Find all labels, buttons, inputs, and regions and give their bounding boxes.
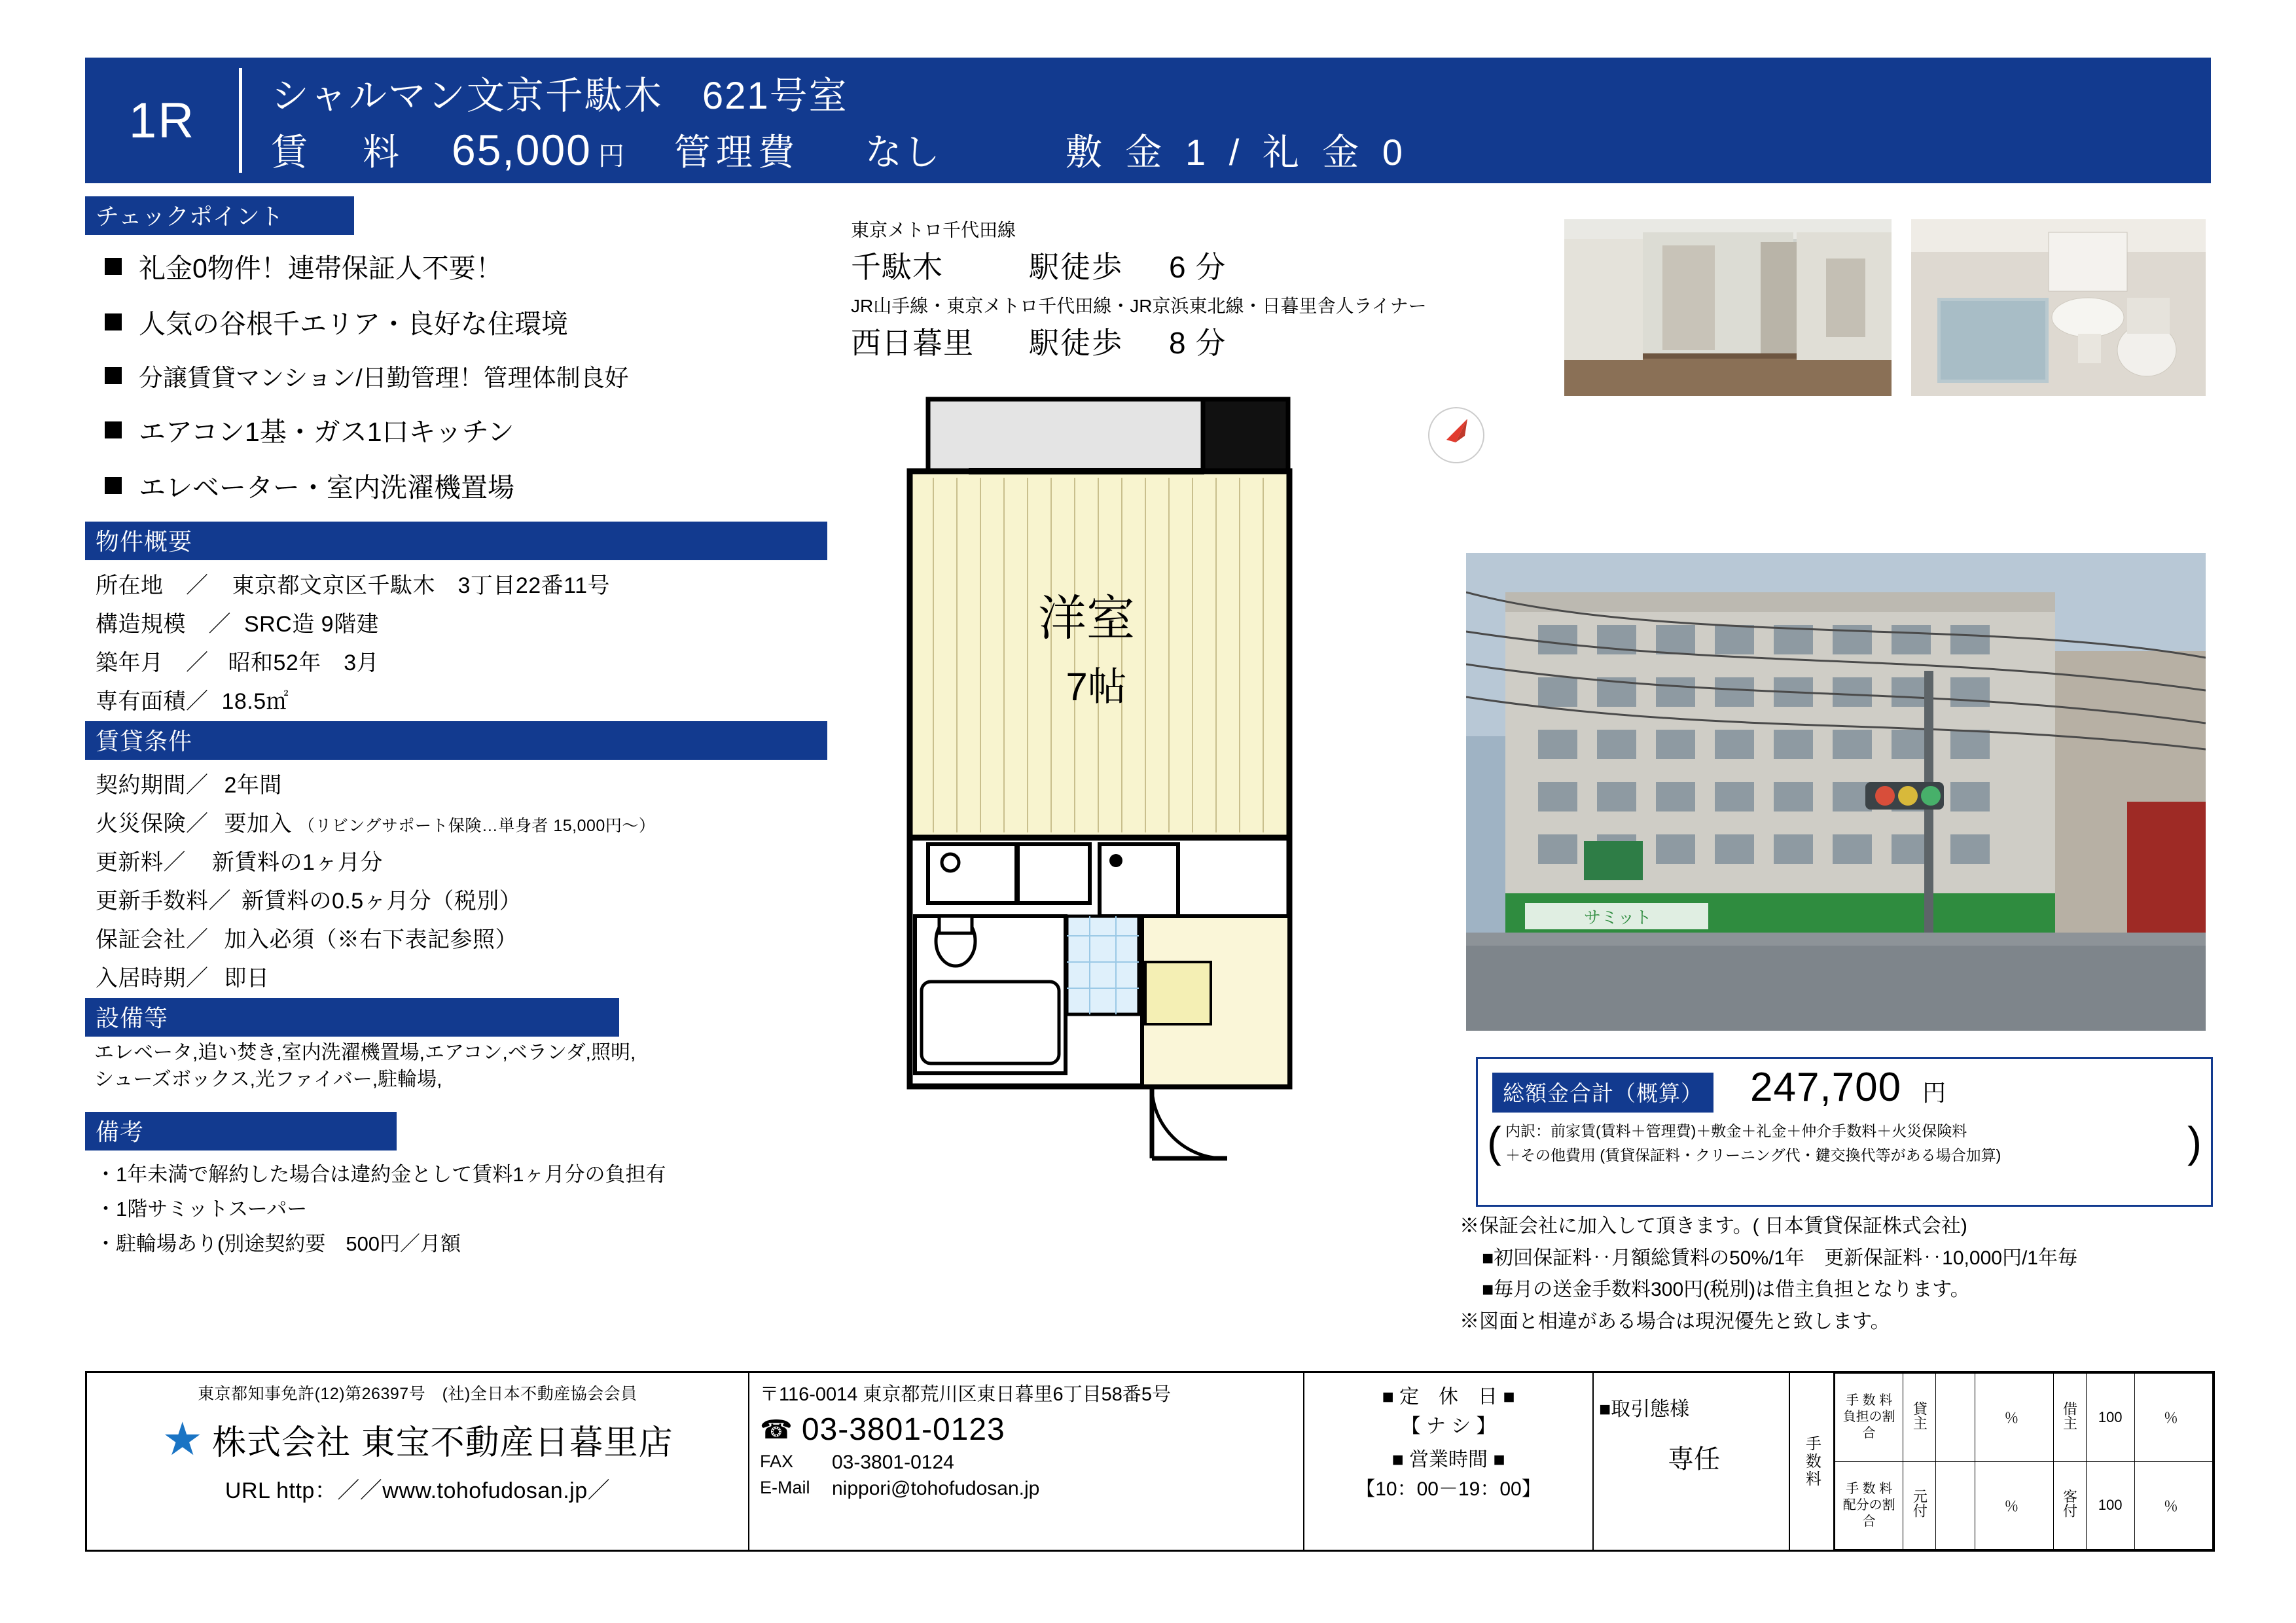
note-line: ※図面と相違がある場合は現況優先と致します。 bbox=[1460, 1310, 1890, 1332]
phone-icon: ☎ bbox=[760, 1415, 793, 1444]
price-row bbox=[271, 124, 2211, 176]
walk-minutes: 8 分 bbox=[1169, 326, 1227, 360]
total-cost-amount: 247,700 bbox=[1750, 1065, 1902, 1110]
transaction-type-value: 専任 bbox=[1668, 1445, 1720, 1474]
rent-value: 65,000 bbox=[452, 126, 592, 174]
row-label: 保証会社／ bbox=[96, 927, 209, 952]
row-note: （リビングサポート保険…単身者 15,000円〜） bbox=[298, 817, 656, 835]
fee-party-1: 貸主 bbox=[1903, 1374, 1936, 1462]
row-label: 火災保険／ bbox=[96, 812, 209, 836]
note-line: ■初回保証料‥月額総賃料の50%/1年 更新保証料‥10,000円/1年毎 bbox=[1482, 1247, 2077, 1269]
row-label: 所在地 ／ bbox=[96, 573, 209, 598]
table-row bbox=[85, 680, 818, 719]
bathroom-photo bbox=[1911, 219, 2206, 396]
header-banner bbox=[85, 58, 2211, 183]
row-label: 更新料／ bbox=[96, 850, 186, 875]
commission-block bbox=[1790, 1373, 2213, 1550]
overview-table bbox=[85, 564, 818, 719]
commission-table bbox=[1835, 1373, 2213, 1550]
list-item bbox=[85, 466, 818, 505]
breakdown-line-2: ＋その他費用 (賃貸保証料・クリーニング代・鍵交換代等がある場合加算) bbox=[1505, 1147, 2001, 1164]
close-paren: ) bbox=[2187, 1117, 2202, 1166]
breakdown-line-1: 内訳：前家賃(賃料＋管理費)＋敷金＋礼金＋仲介手数料＋火災保険料 bbox=[1505, 1122, 1967, 1139]
fee-value-1 bbox=[1936, 1374, 1975, 1462]
row-label: 築年月 ／ bbox=[96, 651, 209, 675]
holiday-label: ■ 定 休 日 ■ bbox=[1382, 1386, 1515, 1408]
hours-label: ■ 営業時間 ■ bbox=[1391, 1449, 1505, 1471]
terms-table bbox=[85, 764, 818, 995]
email-address: nippori@tohofudosan.jp bbox=[832, 1478, 1040, 1499]
table-row bbox=[85, 802, 818, 841]
equipment-list bbox=[85, 1037, 818, 1094]
equipment-heading: 設備等 bbox=[85, 998, 619, 1037]
holiday-value: 【 ナ シ 】 bbox=[1401, 1416, 1496, 1437]
fee-pct-2: ％ bbox=[2134, 1374, 2212, 1462]
checkpoint-text: 礼金0物件！連帯保証人不要！ bbox=[139, 253, 503, 283]
row-value: 新賃料の0.5ヶ月分（税別） bbox=[241, 889, 522, 914]
row-label: 専有面積／ bbox=[96, 689, 209, 714]
fee-party-2: 借主 bbox=[2053, 1374, 2086, 1462]
remark-item: ・1年未満で解約した場合は違約金として賃料1ヶ月分の負担有 bbox=[96, 1162, 666, 1186]
list-item bbox=[85, 358, 818, 393]
table-row bbox=[85, 957, 818, 995]
row-value: 昭和52年 3月 bbox=[228, 651, 380, 675]
square-bullet-icon bbox=[105, 477, 122, 494]
floor-plan-diagram bbox=[890, 393, 1414, 1342]
checkpoints-list bbox=[85, 247, 818, 505]
station-name: 西日暮里 bbox=[851, 326, 974, 360]
fee-value-1 bbox=[1936, 1461, 1975, 1550]
note-line: ■毎月の送金手数料300円(税別)は借主負担となります。 bbox=[1482, 1279, 1970, 1301]
total-cost-unit: 円 bbox=[1922, 1079, 1946, 1106]
row-value: 要加入 bbox=[224, 812, 292, 836]
checkpoint-text: 人気の谷根千エリア・良好な住環境 bbox=[139, 309, 568, 339]
checkpoints-heading: チェックポイント bbox=[85, 196, 354, 235]
rent-unit: 円 bbox=[598, 142, 626, 171]
telephone-number: 03-3801-0123 bbox=[801, 1412, 1005, 1447]
row-value: 加入必須（※右下表記参照） bbox=[224, 927, 518, 952]
management-fee-label: 管理費 bbox=[673, 132, 800, 173]
station-row-1 bbox=[851, 243, 1479, 287]
license-text: 東京都知事免許(12)第26397号 (社)全日本不動産協会会員 bbox=[198, 1385, 637, 1403]
checkpoint-text: エレベーター・室内洗濯機置場 bbox=[139, 473, 514, 503]
row-value: SRC造 9階建 bbox=[243, 612, 380, 637]
total-cost-row bbox=[1478, 1064, 2211, 1113]
fax-label: FAX bbox=[760, 1452, 794, 1471]
rent-label: 賃 料 bbox=[271, 132, 408, 173]
equipment-line: シューズボックス,光ファイバー,駐輪場, bbox=[94, 1069, 442, 1091]
total-cost-box bbox=[1476, 1057, 2213, 1207]
checkpoint-text: エアコン1基・ガス1口キッチン bbox=[139, 417, 514, 447]
table-row bbox=[85, 880, 818, 918]
row-label: 契約期間／ bbox=[96, 773, 209, 798]
square-bullet-icon bbox=[105, 421, 122, 438]
total-breakdown bbox=[1478, 1118, 2211, 1166]
row-value: 新賃料の1ヶ月分 bbox=[211, 850, 383, 875]
station-name: 千駄木 bbox=[851, 250, 943, 284]
square-bullet-icon bbox=[105, 367, 122, 384]
row-label: 更新手数料／ bbox=[96, 889, 231, 914]
terms-heading: 賃貸条件 bbox=[85, 721, 827, 760]
transaction-type-block bbox=[1594, 1373, 1790, 1550]
company-url[interactable]: URL http：／／www.tohofudosan.jp／ bbox=[224, 1478, 611, 1503]
contact-block bbox=[749, 1373, 1304, 1550]
management-fee-value: なし bbox=[865, 132, 941, 173]
list-item bbox=[85, 410, 818, 449]
walk-minutes: 6 分 bbox=[1169, 250, 1227, 284]
row-value: 18.5㎡ bbox=[221, 689, 289, 714]
fee-row-label: 手 数 料 配分の割合 bbox=[1835, 1461, 1903, 1550]
commission-side-label: 手数料 bbox=[1790, 1373, 1835, 1550]
room-label: 洋室 bbox=[1038, 591, 1135, 645]
overview-heading: 物件概要 bbox=[85, 522, 827, 560]
table-row bbox=[1835, 1461, 2213, 1550]
layout-type: 1R bbox=[128, 92, 196, 149]
list-item bbox=[85, 247, 818, 285]
table-row bbox=[85, 841, 818, 880]
table-row bbox=[1835, 1374, 2213, 1462]
train-line-1: 東京メトロ千代田線 bbox=[851, 220, 1016, 240]
remarks-list bbox=[85, 1150, 818, 1262]
equipment-line: エレベータ,追い焚き,室内洗濯機置場,エアコン,ベランダ,照明, bbox=[94, 1042, 636, 1063]
header-main bbox=[242, 58, 2211, 183]
interior-hallway-photo bbox=[1564, 219, 1892, 396]
total-cost-label: 総額金合計（概算） bbox=[1492, 1073, 1713, 1113]
email-label: E-Mail bbox=[760, 1478, 810, 1497]
hours-block bbox=[1304, 1373, 1594, 1550]
svg-text:サミット: サミット bbox=[1584, 908, 1652, 927]
deposit-key-money: 敷 金 1 / 礼 金 0 bbox=[1065, 132, 1410, 173]
station-row-2 bbox=[851, 319, 1479, 363]
footer-bar bbox=[85, 1371, 2215, 1552]
remark-item: ・駐輪場あり(別途契約要 500円／月額 bbox=[96, 1232, 461, 1256]
walk-label: 駅徒歩 bbox=[1029, 250, 1123, 284]
building-exterior-photo bbox=[1466, 553, 2206, 1031]
square-bullet-icon bbox=[105, 313, 122, 330]
company-name-row bbox=[87, 1412, 748, 1466]
guarantor-notes bbox=[1460, 1211, 2219, 1338]
row-label: 入居時期／ bbox=[96, 966, 209, 991]
table-row bbox=[85, 603, 818, 641]
star-logo-icon: ★ bbox=[162, 1414, 204, 1465]
remark-item: ・1階サミットスーパー bbox=[96, 1198, 308, 1221]
fee-value-2: 100 bbox=[2086, 1461, 2134, 1550]
hours-value: 【10：00－19：00】 bbox=[1355, 1478, 1541, 1500]
fax-row bbox=[760, 1452, 1303, 1474]
list-item bbox=[85, 302, 818, 341]
property-name: シャルマン文京千駄木 621号室 bbox=[271, 75, 848, 117]
table-row bbox=[85, 764, 818, 802]
fee-value-2: 100 bbox=[2086, 1374, 2134, 1462]
table-row bbox=[85, 918, 818, 957]
walk-label: 駅徒歩 bbox=[1029, 326, 1123, 360]
transaction-type-label: ■取引態様 bbox=[1599, 1399, 1690, 1420]
north-compass-icon bbox=[1427, 406, 1486, 465]
telephone-row[interactable] bbox=[760, 1412, 1303, 1448]
fax-number: 03-3801-0124 bbox=[832, 1452, 954, 1473]
fee-party-2: 客付 bbox=[2053, 1461, 2086, 1550]
row-value: 即日 bbox=[224, 966, 270, 991]
table-row bbox=[85, 564, 818, 603]
fee-pct-1: ％ bbox=[1975, 1461, 2053, 1550]
fee-row-label: 手 数 料 負担の割合 bbox=[1835, 1374, 1903, 1462]
company-name: 株式会社 東宝不動産日暮里店 bbox=[212, 1423, 673, 1462]
fee-pct-2: ％ bbox=[2134, 1461, 2212, 1550]
remarks-heading: 備考 bbox=[85, 1112, 397, 1150]
fee-pct-1: ％ bbox=[1975, 1374, 2053, 1462]
fee-party-1: 元付 bbox=[1903, 1461, 1936, 1550]
open-paren: ( bbox=[1487, 1117, 1501, 1166]
row-value: 2年間 bbox=[224, 773, 282, 798]
square-bullet-icon bbox=[105, 258, 122, 275]
train-line-2: JR山手線・東京メトロ千代田線・JR京浜東北線・日暮里舎人ライナー bbox=[851, 296, 1427, 316]
checkpoint-text: 分譲賃貸マンション/日勤管理！管理体制良好 bbox=[139, 365, 629, 391]
note-line: ※保証会社に加入して頂きます。( 日本賃貸保証株式会社) bbox=[1460, 1215, 1967, 1237]
row-value: 東京都文京区千駄木 3丁目22番11号 bbox=[232, 573, 610, 598]
company-address: 〒116-0014 東京都荒川区東日暮里6丁目58番5号 bbox=[760, 1384, 1171, 1405]
row-label: 構造規模 ／ bbox=[96, 612, 231, 637]
access-block bbox=[851, 216, 1479, 368]
room-size: 7帖 bbox=[1066, 665, 1127, 709]
table-row bbox=[85, 641, 818, 680]
company-block bbox=[87, 1373, 749, 1550]
left-column bbox=[85, 196, 818, 1262]
email-row[interactable] bbox=[760, 1478, 1303, 1500]
